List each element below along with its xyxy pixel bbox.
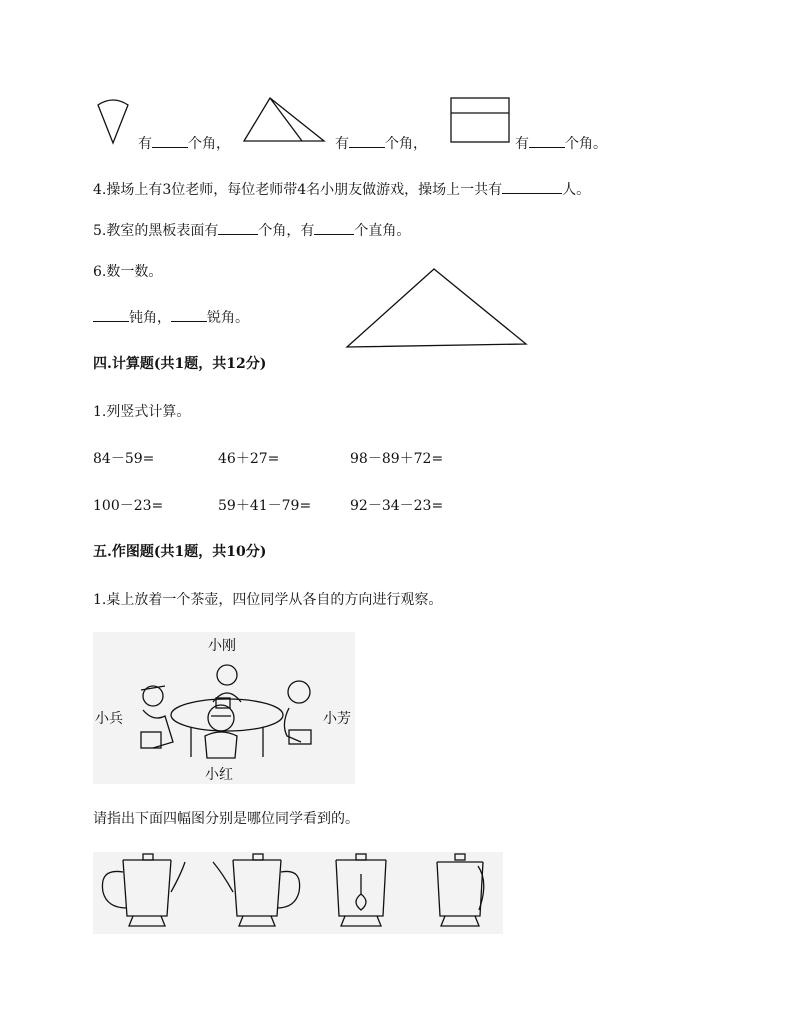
shape2-blank: 有 个角，	[335, 133, 427, 153]
calc-2: 46＋27=	[218, 451, 280, 467]
rectangle-figure	[450, 97, 512, 145]
calc-5: 59＋41－79=	[218, 498, 312, 514]
section-4-title: 四.计算题(共1题，共12分)	[93, 356, 267, 372]
section-5-title: 五.作图题(共1题，共10分)	[93, 544, 267, 560]
calc-3: 98－89＋72=	[350, 451, 444, 467]
question-4: 4.操场上有3位老师，每位老师带4名小朋友做游戏，操场上一共有 人。	[93, 179, 590, 199]
name-top: 小刚	[208, 638, 236, 654]
question-5: 5.教室的黑板表面有 个角，有 个直角。	[93, 220, 410, 240]
calc-1: 84－59=	[93, 451, 155, 467]
section-5-question-1: 1.桌上放着一个茶壶，四位同学从各自的方向进行观察。	[93, 592, 443, 608]
question-6-title: 6.数一数。	[93, 264, 163, 280]
obtuse-triangle-figure	[345, 266, 530, 350]
teapot-views-strip	[93, 852, 503, 934]
table-scene-illustration	[93, 632, 355, 784]
section-4-question-1: 1.列竖式计算。	[93, 404, 191, 420]
calc-4: 100－23=	[93, 498, 164, 514]
fan-shape-figure	[95, 97, 135, 147]
name-left: 小兵	[95, 711, 123, 727]
section-5-prompt: 请指出下面四幅图分别是哪位同学看到的。	[93, 811, 359, 827]
triangle-figure	[242, 95, 327, 145]
question-6-blanks: 钝角， 锐角。	[93, 307, 249, 327]
calc-6: 92－34－23=	[350, 498, 444, 514]
name-right: 小芳	[323, 711, 351, 727]
name-bottom: 小红	[205, 767, 233, 783]
shape1-blank: 有 个角，	[138, 133, 230, 153]
shape3-blank: 有 个角。	[515, 133, 607, 153]
